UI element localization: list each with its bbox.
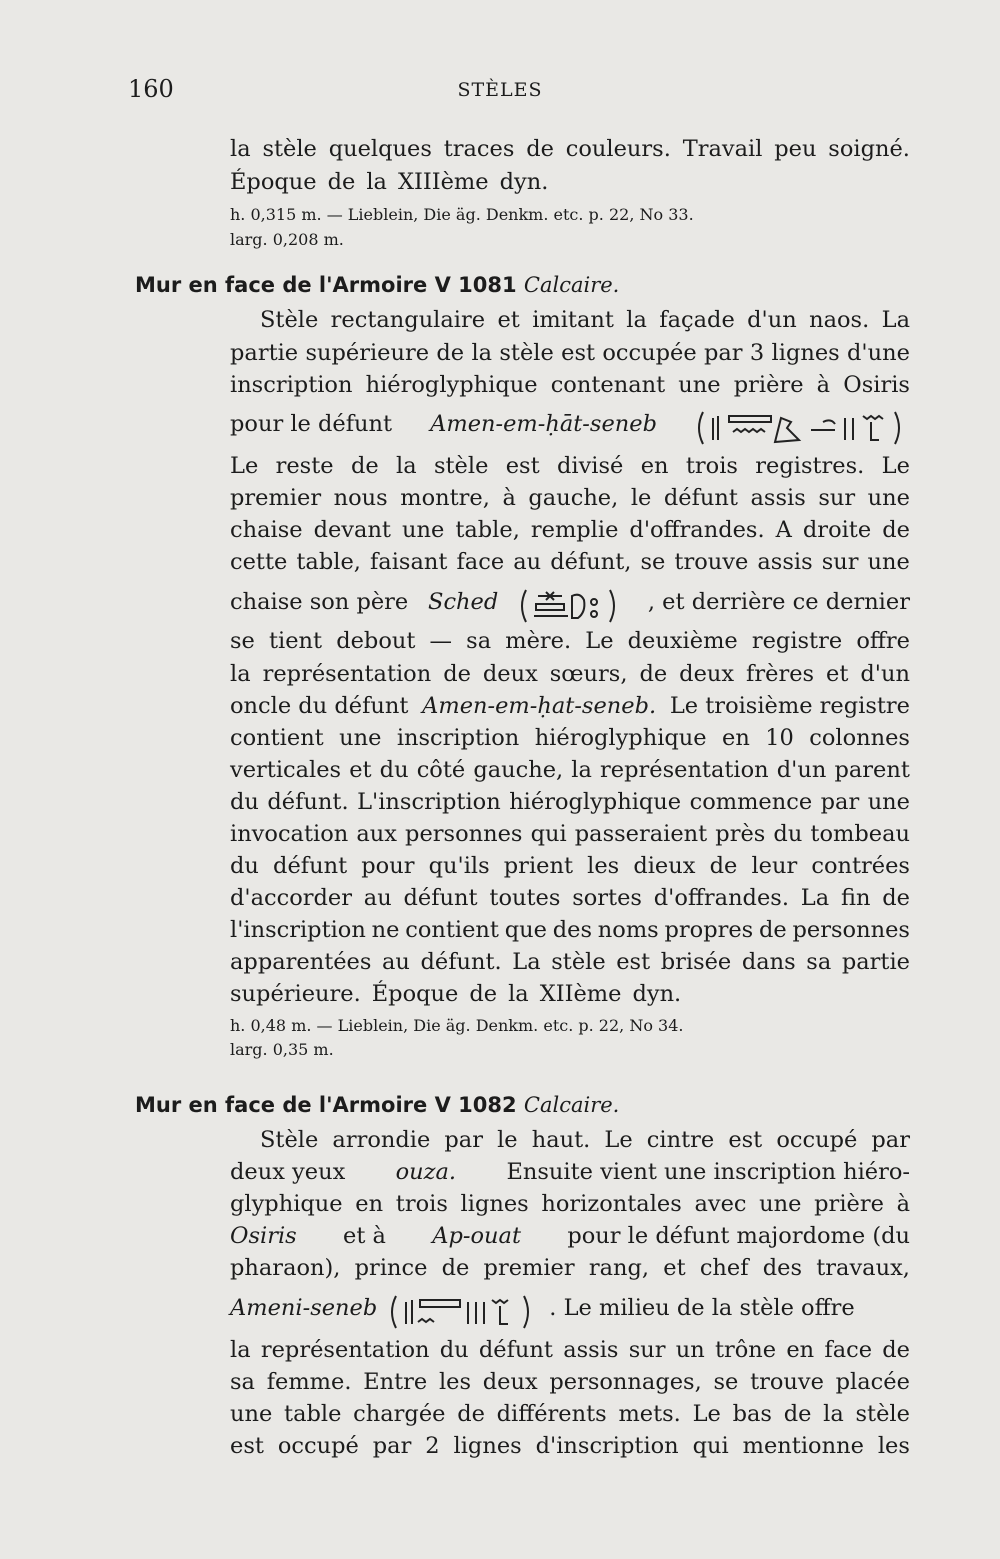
text-line xyxy=(230,1188,910,1220)
word: deuxième xyxy=(627,628,738,654)
word: XIIIème xyxy=(397,169,489,195)
word: façade xyxy=(659,307,735,333)
word: 3 xyxy=(749,340,765,366)
word: inscription xyxy=(396,725,520,751)
word: sur xyxy=(628,1337,666,1363)
word: haut. xyxy=(531,1127,591,1153)
word: assis xyxy=(563,1337,619,1363)
word: une xyxy=(867,789,910,815)
word: deux xyxy=(679,661,735,687)
word: de xyxy=(457,1401,485,1427)
word: deux xyxy=(482,1369,538,1395)
text-line: Osiris et à Ap-ouat pour le défunt majordome (du xyxy=(230,1223,910,1249)
word: La xyxy=(800,885,830,911)
text-line xyxy=(230,166,910,198)
word: Le xyxy=(881,453,910,479)
word: défunt. xyxy=(267,789,349,815)
word: rectangulaire xyxy=(330,307,486,333)
word: lignes xyxy=(771,340,840,366)
word: sur xyxy=(821,549,859,575)
word: bas xyxy=(732,1401,772,1427)
word: gauche, xyxy=(528,485,619,511)
word: assis xyxy=(750,485,806,511)
word: quelques xyxy=(328,136,432,162)
word: la xyxy=(471,340,493,366)
text-line xyxy=(230,546,910,578)
word: Travail xyxy=(682,136,763,162)
word: lignes xyxy=(453,1433,522,1459)
word: dyn. xyxy=(499,169,549,195)
word: aux xyxy=(356,821,397,847)
word: La xyxy=(881,307,910,333)
text-line xyxy=(230,369,910,401)
text-line xyxy=(230,1252,910,1284)
word: ne xyxy=(371,917,400,943)
page-number: 160 xyxy=(128,75,174,103)
word: côté xyxy=(416,757,466,783)
word: mets. xyxy=(618,1401,681,1427)
word: la xyxy=(366,169,387,195)
word: une xyxy=(867,549,910,575)
word: de xyxy=(639,661,668,687)
word: à xyxy=(896,1191,910,1217)
running-head xyxy=(0,75,1000,105)
word: défunt xyxy=(663,485,738,511)
word: cette xyxy=(230,549,288,575)
text-line xyxy=(230,850,910,882)
word: dieux xyxy=(633,853,696,879)
word: soigné. xyxy=(828,136,910,162)
word: par xyxy=(372,1433,412,1459)
word: d'offrandes. xyxy=(653,885,789,911)
text-line xyxy=(230,722,910,754)
word: sa xyxy=(466,628,492,654)
word: droite xyxy=(802,517,872,543)
word: prière xyxy=(814,1191,884,1217)
word: sa xyxy=(230,1369,255,1395)
word: personnes xyxy=(792,917,910,943)
word: un xyxy=(675,1337,705,1363)
word: face xyxy=(456,549,505,575)
word: se xyxy=(713,1369,739,1395)
word: traces xyxy=(443,136,515,162)
reference-line: h. 0,315 m. — Lieblein, Die äg. Denkm. etc. p. 22, No 33. xyxy=(230,205,694,224)
word: d'un xyxy=(860,661,910,687)
word: et xyxy=(826,661,849,687)
word: Le xyxy=(230,453,259,479)
word: Osiris xyxy=(843,372,910,398)
word: de xyxy=(436,340,465,366)
text-line xyxy=(230,1124,910,1156)
word: par xyxy=(871,1127,910,1153)
word: en xyxy=(722,725,750,751)
entry-heading-1082: Mur en face de l'Armoire V 1082 Calcaire. xyxy=(135,1093,620,1117)
word: de xyxy=(443,661,471,687)
text-line: pour le défunt Amen-em-ḥāt-seneb xyxy=(230,408,910,440)
word: à xyxy=(502,485,516,511)
word: le xyxy=(497,1127,518,1153)
word: les xyxy=(587,853,620,879)
word: cintre xyxy=(646,1127,715,1153)
text-line: Ameni-seneb . Le milieu de la stèle offre xyxy=(230,1292,910,1324)
word: de xyxy=(882,885,910,911)
hieroglyph-cartouche xyxy=(695,408,910,448)
entry-heading-1081: Mur en face de l'Armoire V 1081 Calcaire. xyxy=(135,273,620,297)
word: arrondie xyxy=(332,1127,431,1153)
word: de xyxy=(327,169,356,195)
word: la xyxy=(230,136,251,162)
text-line: oncle du défunt Amen-em-ḥat-seneb. Le troisième registre xyxy=(230,690,910,722)
text-line xyxy=(230,482,910,514)
word: table xyxy=(284,1401,342,1427)
word: défunt, xyxy=(550,549,632,575)
word: une xyxy=(230,1401,273,1427)
word: une xyxy=(678,372,721,398)
word: les xyxy=(438,1369,472,1395)
word: la xyxy=(823,1401,844,1427)
word: prient xyxy=(503,853,573,879)
word: noms xyxy=(597,917,659,943)
reference-line: larg. 0,208 m. xyxy=(230,230,344,249)
word: de xyxy=(526,136,554,162)
word: le xyxy=(630,485,652,511)
word: par xyxy=(820,789,860,815)
word: Stèle xyxy=(260,1127,319,1153)
word: de xyxy=(882,1337,910,1363)
word: — xyxy=(429,628,453,654)
word: dans xyxy=(741,949,796,975)
text-line xyxy=(230,914,910,946)
word: est xyxy=(505,453,540,479)
word: supérieure. xyxy=(230,981,361,1007)
word: premier xyxy=(230,485,322,511)
deceased-name: Amen-em-ḥat-seneb. xyxy=(422,693,657,719)
word: en xyxy=(640,453,669,479)
hieroglyph-cartouche xyxy=(388,1292,538,1332)
word: Entre xyxy=(363,1369,428,1395)
word: premier xyxy=(483,1255,575,1281)
word: d'inscription xyxy=(535,1433,679,1459)
word: de xyxy=(441,1255,470,1281)
word: défunt. xyxy=(420,949,502,975)
word: que xyxy=(504,917,547,943)
text-line xyxy=(230,450,910,482)
text-line xyxy=(230,133,910,165)
word: frères xyxy=(746,661,815,687)
word: d'offrandes. xyxy=(629,517,765,543)
word: une xyxy=(759,1191,802,1217)
material-label: Calcaire. xyxy=(523,273,620,297)
text-line xyxy=(230,882,910,914)
word: de xyxy=(469,981,498,1007)
text-line xyxy=(230,304,910,336)
word: défunt xyxy=(403,885,478,911)
word: une xyxy=(867,485,910,511)
word: La xyxy=(512,949,541,975)
word: table, xyxy=(455,517,520,543)
text-line xyxy=(230,514,910,546)
word: qui xyxy=(692,1433,729,1459)
word: face xyxy=(824,1337,873,1363)
word: occupé xyxy=(776,1127,858,1153)
word: divisé xyxy=(556,453,624,479)
word: contient xyxy=(405,917,499,943)
word: qu'ils xyxy=(428,853,490,879)
word: défunt xyxy=(273,853,348,879)
word: trois xyxy=(395,1191,448,1217)
word: se xyxy=(230,628,255,654)
text-line xyxy=(230,1430,910,1462)
word: de xyxy=(350,453,379,479)
word: sœurs, xyxy=(549,661,628,687)
word: toutes xyxy=(489,885,561,911)
word: registres. xyxy=(755,453,865,479)
text-line xyxy=(230,946,910,978)
word: inscription xyxy=(230,372,353,398)
word: la xyxy=(626,307,647,333)
word: XIIème xyxy=(539,981,622,1007)
word: du xyxy=(773,821,803,847)
text-line xyxy=(230,754,910,786)
word: stèle xyxy=(499,340,554,366)
word: verticales xyxy=(230,757,342,783)
word: femme. xyxy=(266,1369,352,1395)
word: sortes xyxy=(572,885,642,911)
father-name: Sched xyxy=(428,589,499,615)
word: mère. xyxy=(505,628,572,654)
word: au xyxy=(513,549,542,575)
word: les xyxy=(877,1433,910,1459)
word: deux xyxy=(482,661,538,687)
word: colonnes xyxy=(809,725,910,751)
word: Époque xyxy=(371,981,459,1007)
word: avec xyxy=(694,1191,747,1217)
word: registre xyxy=(751,628,843,654)
word: chargée xyxy=(353,1401,446,1427)
word: couleurs. xyxy=(565,136,671,162)
word: dyn. xyxy=(632,981,682,1007)
word: commence xyxy=(689,789,813,815)
word: la xyxy=(571,757,592,783)
text-line xyxy=(230,625,910,657)
word: contrées xyxy=(811,853,910,879)
word: une xyxy=(339,725,382,751)
word: trouve xyxy=(750,1369,824,1395)
text-line: chaise son père Sched , et derrière ce dernier xyxy=(230,586,910,618)
word: brisée xyxy=(660,949,732,975)
word: par xyxy=(444,1127,483,1153)
word: des xyxy=(762,1255,803,1281)
word: stèle xyxy=(551,949,606,975)
word: est xyxy=(728,1127,763,1153)
word: 10 xyxy=(765,725,794,751)
word: assis xyxy=(757,549,813,575)
word: imitant xyxy=(532,307,614,333)
word: d'accorder xyxy=(230,885,352,911)
word: table, xyxy=(296,549,361,575)
word: la xyxy=(230,1337,251,1363)
word: offre xyxy=(856,628,910,654)
word: faisant xyxy=(369,549,448,575)
text-line xyxy=(230,818,910,850)
word: au xyxy=(363,885,392,911)
word: est xyxy=(616,949,651,975)
word: représentation xyxy=(600,757,769,783)
word: au xyxy=(382,949,410,975)
word: chaise xyxy=(230,517,303,543)
word: supérieure xyxy=(305,340,430,366)
word: pour xyxy=(361,853,415,879)
word: d'une xyxy=(847,340,910,366)
word: l'inscription xyxy=(230,917,366,943)
deceased-name: Amen-em-ḥāt-seneb xyxy=(430,411,657,437)
word: naos. xyxy=(809,307,870,333)
word: mentionne xyxy=(742,1433,864,1459)
word: sur xyxy=(818,485,856,511)
text-line xyxy=(230,786,910,818)
word: partie xyxy=(230,340,299,366)
word: d'un xyxy=(747,307,797,333)
word: d'un xyxy=(776,757,827,783)
text-line xyxy=(230,1398,910,1430)
word: leur xyxy=(751,853,798,879)
word: passeraient xyxy=(574,821,708,847)
word: contient xyxy=(230,725,324,751)
material-label: Calcaire. xyxy=(523,1093,620,1117)
reference-line: larg. 0,35 m. xyxy=(230,1040,334,1059)
word: invocation xyxy=(230,821,349,847)
word: peu xyxy=(774,136,817,162)
word: personnages, xyxy=(549,1369,702,1395)
word: à xyxy=(816,372,831,398)
running-title: STÈLES xyxy=(457,79,543,101)
word: est xyxy=(230,1433,264,1459)
word: gauche, xyxy=(473,757,564,783)
word: travaux, xyxy=(816,1255,910,1281)
text-line xyxy=(230,1366,910,1398)
word: et xyxy=(663,1255,686,1281)
word: différents xyxy=(496,1401,607,1427)
text-line: deux yeux ouza. Ensuite vient une inscription hiéro- xyxy=(230,1159,910,1185)
word: près xyxy=(715,821,766,847)
reference-line: h. 0,48 m. — Lieblein, Die äg. Denkm. etc. p. 22, No 34. xyxy=(230,1016,684,1035)
word: en xyxy=(786,1337,815,1363)
word: la xyxy=(508,981,529,1007)
word: hiéroglyphique xyxy=(509,789,682,815)
word: remplie xyxy=(530,517,619,543)
word: occupée xyxy=(602,340,697,366)
text-line xyxy=(230,337,910,369)
hieroglyph-cartouche xyxy=(518,586,628,626)
word: une xyxy=(402,517,445,543)
text-line xyxy=(230,658,910,690)
word: Le xyxy=(692,1401,721,1427)
word: montre, xyxy=(400,485,490,511)
word: représentation xyxy=(262,661,432,687)
word: prière xyxy=(733,372,804,398)
word: L'inscription xyxy=(357,789,501,815)
word: de xyxy=(709,853,738,879)
word: et xyxy=(349,757,372,783)
word: la xyxy=(230,661,251,687)
word: debout xyxy=(336,628,416,654)
word: tient xyxy=(269,628,323,654)
word: Le xyxy=(604,1127,633,1153)
word: pharaon), xyxy=(230,1255,341,1281)
word: défunt xyxy=(478,1337,553,1363)
word: du xyxy=(230,789,259,815)
word: Stèle xyxy=(260,307,319,333)
text-line xyxy=(230,1334,910,1366)
word: est xyxy=(561,340,596,366)
word: tombeau xyxy=(810,821,910,847)
text-line xyxy=(230,978,910,1010)
word: lignes xyxy=(460,1191,529,1217)
word: propres xyxy=(664,917,754,943)
word: Époque xyxy=(230,169,317,195)
word: horizontales xyxy=(541,1191,682,1217)
word: reste xyxy=(275,453,334,479)
word: hiéroglyphique xyxy=(534,725,707,751)
word: contenant xyxy=(550,372,666,398)
word: devant xyxy=(313,517,391,543)
word: qui xyxy=(530,821,567,847)
word: Le xyxy=(585,628,614,654)
word: par xyxy=(703,340,743,366)
word: chef xyxy=(699,1255,749,1281)
word: représentation xyxy=(260,1337,430,1363)
word: et xyxy=(497,307,520,333)
word: trouve xyxy=(674,549,749,575)
word: sa xyxy=(806,949,832,975)
word: A xyxy=(775,517,792,543)
word: stèle xyxy=(433,453,489,479)
word: stèle xyxy=(855,1401,910,1427)
word: placée xyxy=(835,1369,910,1395)
word: en xyxy=(355,1191,384,1217)
word: de xyxy=(759,917,787,943)
deceased-name: Ameni-seneb xyxy=(230,1295,378,1321)
word: occupé xyxy=(277,1433,359,1459)
word: fin xyxy=(840,885,871,911)
word: des xyxy=(552,917,593,943)
word: rang, xyxy=(588,1255,650,1281)
word: prince xyxy=(354,1255,428,1281)
word: la xyxy=(396,453,417,479)
word: du xyxy=(230,853,259,879)
word: stèle xyxy=(262,136,317,162)
word: nous xyxy=(333,485,388,511)
word: apparentées xyxy=(230,949,372,975)
word: hiéroglyphique xyxy=(365,372,538,398)
word: trône xyxy=(714,1337,777,1363)
word: 2 xyxy=(425,1433,440,1459)
word: se xyxy=(640,549,666,575)
word: partie xyxy=(841,949,910,975)
word: parent xyxy=(834,757,910,783)
word: personnes xyxy=(405,821,523,847)
word: du xyxy=(439,1337,469,1363)
word: de xyxy=(882,517,910,543)
word: glyphique xyxy=(230,1191,343,1217)
word: de xyxy=(783,1401,812,1427)
word: du xyxy=(379,757,409,783)
word: trois xyxy=(685,453,738,479)
